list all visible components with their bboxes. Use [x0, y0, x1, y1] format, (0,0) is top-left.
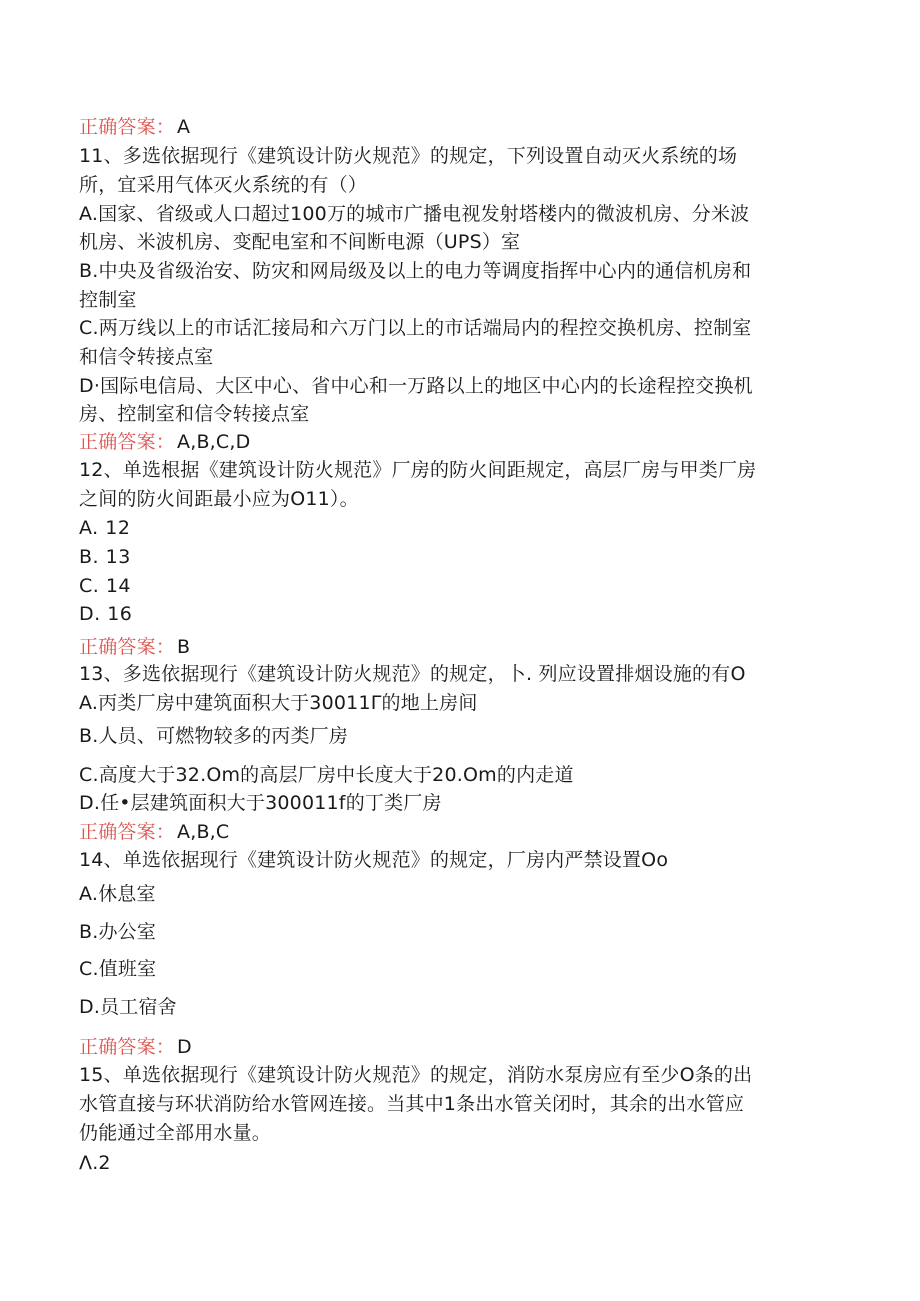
option-text: 控制室 [79, 289, 137, 311]
answer-value: D [177, 1036, 192, 1058]
answer-line [79, 1036, 192, 1058]
answer-value: A [177, 116, 191, 138]
option-text: C.值班室 [79, 958, 157, 980]
question-text: 12、单选根据《建筑设计防火规范》厂房的防火间距规定，高层厂房与甲类厂房 [79, 459, 757, 481]
question-text: 水管直接与环状消防给水管网连接。当其中1条出水管关闭时，其余的出水管应 [79, 1093, 745, 1115]
option-text: B.中央及省级治安、防灾和网局级及以上的电力等调度指挥中心内的通信机房和 [79, 260, 752, 282]
option-text: A. 12 [79, 517, 131, 539]
answer-line [79, 116, 190, 138]
answer-line [79, 821, 229, 843]
option-text: B.办公室 [79, 921, 157, 943]
option-text: 机房、米波机房、变配电室和不间断电源（UPS）室 [79, 231, 521, 253]
option-text: 房、控制室和信令转接点室 [79, 403, 310, 425]
answer-line [79, 431, 250, 453]
question-text: 15、单选依据现行《建筑设计防火规范》的规定，消防水泵房应有至少O条的出 [79, 1064, 753, 1086]
question-text: 13、多选依据现行《建筑设计防火规范》的规定，卜. 列应设置排烟设施的有O [79, 663, 746, 685]
option-text: D.任•层建筑面积大于300011f的丁类厂房 [79, 792, 442, 814]
question-text: 仍能通过全部用水量。 [79, 1122, 272, 1144]
answer-value: B [177, 636, 191, 658]
option-text: A.国家、省级或人口超过100万的城市广播电视发射塔楼内的微波机房、分米波 [79, 203, 750, 225]
answer-label: 正确答案： [79, 636, 176, 658]
option-text: B.人员、可燃物较多的丙类厂房 [79, 725, 349, 747]
option-text: D. 16 [79, 603, 133, 625]
question-text: 11、多选依据现行《建筑设计防火规范》的规定，下列设置自动灭火系统的场 [79, 145, 738, 167]
answer-label: 正确答案： [79, 431, 176, 453]
answer-value: A,B,C,D [177, 431, 251, 453]
option-text: Λ.2 [79, 1152, 111, 1174]
answer-line [79, 636, 190, 658]
question-text: 所，宜采用气体灭火系统的有（） [79, 174, 368, 196]
answer-label: 正确答案： [79, 1036, 176, 1058]
option-text: B. 13 [79, 546, 131, 568]
option-text: A.休息室 [79, 883, 156, 905]
option-text: C.高度大于32.Om的高层厂房中长度大于20.Om的内走道 [79, 764, 574, 786]
option-text: D·国际电信局、大区中心、省中心和一万路以上的地区中心内的长途程控交换机 [79, 375, 753, 397]
question-text: 14、单选依据现行《建筑设计防火规范》的规定，厂房内严禁设置Oo [79, 849, 669, 871]
option-text: C.两万线以上的市话汇接局和六万门以上的市话端局内的程控交换机房、控制室 [79, 317, 752, 339]
option-text: C. 14 [79, 575, 132, 597]
answer-label: 正确答案： [79, 116, 176, 138]
answer-label: 正确答案： [79, 821, 176, 843]
option-text: 和信令转接点室 [79, 346, 214, 368]
option-text: D.员工宿舍 [79, 996, 177, 1018]
answer-value: A,B,C [177, 821, 230, 843]
option-text: A.丙类厂房中建筑面积大于30011Γ的地上房间 [79, 692, 478, 714]
question-text: 之间的防火间距最小应为O11）。 [79, 488, 359, 510]
